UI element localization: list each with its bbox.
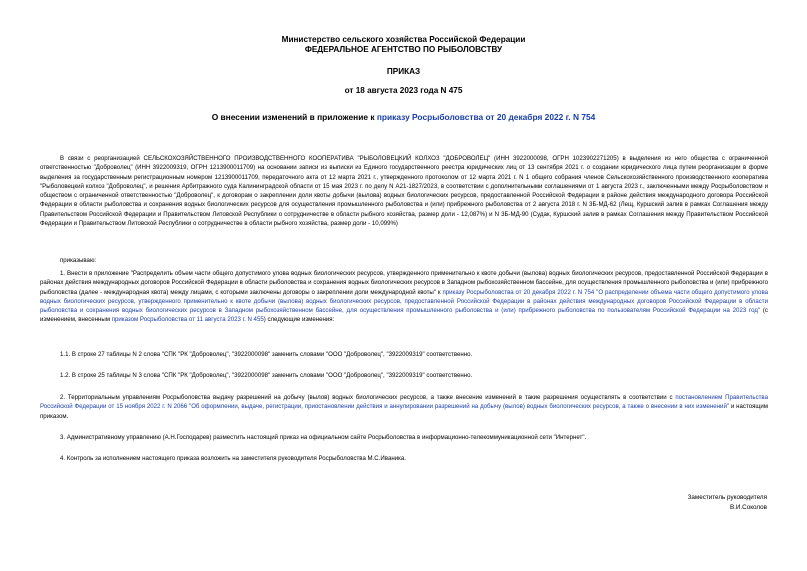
item-1 <box>40 269 768 325</box>
preamble: В связи с реорганизацией СЕЛЬСКОХОЗЯЙСТВЕННОГО ПРОИЗВОДСТВЕННОГО КООПЕРАТИВА "РЫБОЛОВЕЦКИЙ КОЛХОЗ "ДОБРОВОЛЕЦ" (ИНН 3922000098, ОГРН 1023902271205) в выделения из него общества с ограниченной ответственностью "Доброволец" (ИНН 3922009319, ОГРН 1213900011709) на основании записи из выписки из Единого государственного реестра юридических лиц от 13 сентября 2021 г. о создании юридического лица путем реорганизации в форме выделения за государственным регистрационным номером 1213900011709, передаточного акта от 12 марта 2021 г., утвержденного протоколом от 12 марта 2021 г. N 1 общего собрания членов Сельскохозяйственного производственного кооператива "Рыболовецкий колхоз "Доброволец", и решения Арбитражного суда Калининградской области от 15 мая 2023 г. по делу N А21-1827/2023, в соответствии с дополнительными соглашениями от 1 августа 2023 г., заключенными между Росрыболовством и обществом с ограниченной ответственностью "Доброволец", к договорам о закреплении доли квоты добычи (вылова) водных биологических ресурсов, предоставленной Российской Федерации в районе действия международного договора Российской Федерации в области рыболовства и сохранения водных биологических ресурсов для осуществления промышленного рыболовства и (или) прибрежного рыболовства от 2 августа 2018 г. N 3Б-МД-62 (Лещ, Куршский залив в рамках Соглашения между Правительством Российской Федерации и Правительством Литовской Республики о сотрудничестве в области рыбного хозяйства, размер доли - 12,087%) и N 3Б-МД-90 (Судак, Куршский залив в рамках Соглашения между Правительством Российской Федерации и Правительством Литовской Республики о сотрудничестве в области рыбного хозяйства, размер доли - 10,099%) <box>40 155 768 228</box>
item-3: 3. Административному управлению (А.Н.Господарев) разместить настоящий приказ на официальном сайте Росрыболовства в информационно-телекоммуникационной сети "Интернет". <box>60 434 587 441</box>
item-1-2: 1.2. В строке 25 таблицы N 3 слова "СПК "РК "Доброволец", "3922000098" заменить словами "ООО "Доброволец", "3922009319" соответственно. <box>60 372 473 379</box>
signature-name: В.И.Соколов <box>729 504 767 511</box>
doc-date-number: от 18 августа 2023 года N 475 <box>344 86 463 95</box>
item-1-link-order-455[interactable]: приказом Росрыболовства от 11 августа 2023 г. N 455 <box>111 316 264 324</box>
title-link[interactable]: приказу Росрыболовства от 20 декабря 2022 г. N 754 <box>376 112 596 122</box>
item-1-text-mid: (с изменением, внесенным <box>40 307 768 324</box>
item-1-text-after: ) следующие изменения: <box>263 316 335 324</box>
prikazyvayu-label: приказываю: <box>60 257 97 264</box>
item-2-text: 2. Территориальным управлениям Росрыболовства выдачу разрешений на добычу (вылов) водных биологических ресурсов, а также внесение изменений в такие разрешения осуществлять в соответствии с <box>60 394 676 401</box>
item-4: 4. Контроль за исполнением настоящего приказа возложить на заместителя руководителя Росрыболовства М.С.Иваника. <box>60 455 406 462</box>
doc-type: ПРИКАЗ <box>386 67 421 76</box>
signature-position: Заместитель руководителя <box>687 494 767 501</box>
item-2-link-resolution-2066[interactable]: постановлением Правительства Российской Федерации от 15 ноября 2022 г. N 2066 "Об оформлении, выдаче, регистрации, приостановлении действия и аннулировании разрешений на добычу (вылов) водных биологических ресурсов, а также о внесении в них изменений" <box>40 394 768 411</box>
item-2 <box>40 393 768 421</box>
item-1-text: 1. Внести в приложение "Распределить объем части общего допустимого улова водных биологических ресурсов, утвержденного применительно к квоте добычи (вылова) водных биологических ресурсов, предоставленной Российской Федерации в районах действия международных договоров Российской Федерации в области рыболовства и сохранения водных биологических ресурсов в Западном рыбохозяйственном бассейне, для осуществления промышленного рыболовства и (или) прибрежного рыболовства (далее - международная квота) между лицами, с которыми заключены договоры о закреплении доли международной квоты" к <box>40 270 768 296</box>
agency-name: ФЕДЕРАЛЬНОЕ АГЕНТСТВО ПО РЫБОЛОВСТВУ <box>304 45 503 54</box>
document-title <box>0 112 807 122</box>
item-1-link-order-754[interactable]: приказу Росрыболовства от 20 декабря 2022 г. N 754 "О распределении объема части общего допустимого улова водных биологических ресурсов, утвержденного применительно к квоте добычи (вылова) водных биологических ресурсов, предоставленной Российской Федерации в районах действия международных договоров Российской Федерации в области рыболовства и сохранения водных биологических ресурсов в Западном рыбохозяйственном бассейне, для осуществления промышленного рыболовства и (или) прибрежного рыболовства по пользователям Российской Федерации на 2023 год" <box>40 288 768 315</box>
title-prefix: О внесении изменений в приложение к <box>211 112 377 122</box>
item-2-text-after: и настоящим приказом. <box>40 403 768 420</box>
item-1-1: 1.1. В строке 27 таблицы N 2 слова "СПК "РК "Доброволец", "3922000098" заменить словами "ООО "Доброволец", "3922009319" соответственно. <box>60 351 473 358</box>
ministry-name: Министерство сельского хозяйства Российской Федерации <box>281 35 526 44</box>
